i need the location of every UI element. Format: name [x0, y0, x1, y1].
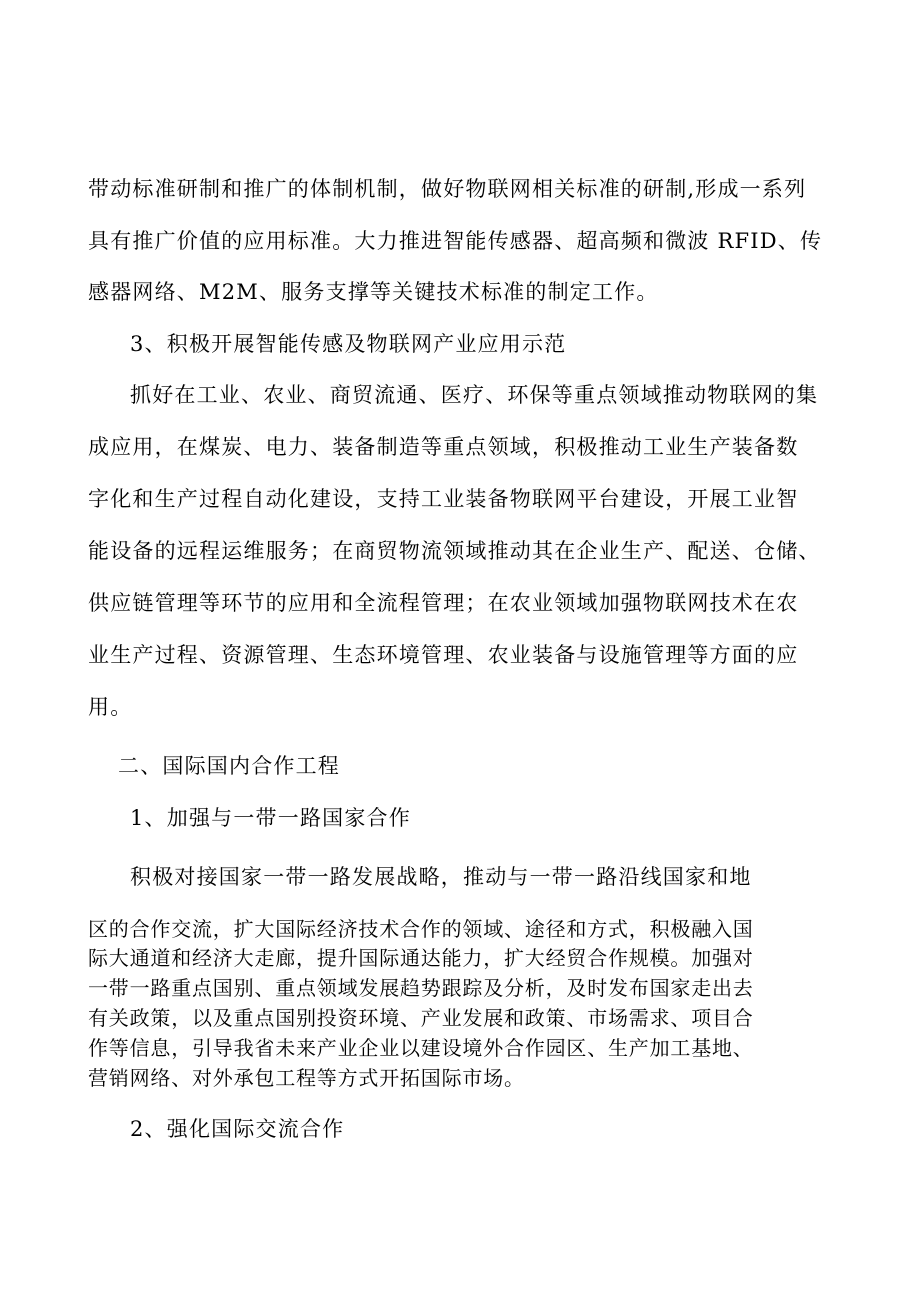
body-text-line: 能设备的远程运维服务；在商贸物流领域推动其在企业生产、配送、仓储、: [88, 539, 821, 563]
body-text-line: 积极对接国家一带一路发展战略，推动与一带一路沿线国家和地: [130, 865, 752, 889]
body-text-line: 供应链管理等环节的应用和全流程管理；在农业领域加强物联网技术在农: [88, 591, 799, 615]
body-text-line: 感器网络、M2M、服务支撑等关键技术标准的制定工作。: [88, 280, 659, 304]
body-text-line: 际大通道和经济大走廊，提升国际通达能力，扩大经贸合作规模。加强对: [88, 946, 754, 970]
body-text-line: 用。: [88, 695, 133, 719]
body-text-line: 成应用，在煤炭、电力、装备制造等重点领域，积极推动工业生产装备数: [88, 435, 799, 459]
section-heading: 二、国际国内合作工程: [118, 754, 340, 778]
body-text-line: 字化和生产过程自动化建设，支持工业装备物联网平台建设，开展工业智: [88, 487, 799, 511]
body-text-line: 有关政策，以及重点国别投资环境、产业发展和政策、市场需求、项目合: [88, 1006, 754, 1030]
body-text-line: 营销网络、对外承包工程等方式开拓国际市场。: [88, 1066, 525, 1090]
subsection-heading: 1、加强与一带一路国家合作: [130, 806, 411, 830]
subsection-heading: 2、强化国际交流合作: [130, 1117, 345, 1141]
body-text-line: 带动标准研制和推广的体制机制，做好物联网相关标准的研制,形成一系列: [88, 177, 807, 201]
body-text-line: 具有推广价值的应用标准。大力推进智能传感器、超高频和微波 RFID、传: [88, 229, 823, 253]
body-text-line: 业生产过程、资源管理、生态环境管理、农业装备与设施管理等方面的应: [88, 643, 799, 667]
body-text-line: 作等信息，引导我省未来产业企业以建设境外合作园区、生产加工基地、: [88, 1036, 754, 1060]
subsection-heading: 3、积极开展智能传感及物联网产业应用示范: [130, 332, 567, 356]
body-text-line: 区的合作交流，扩大国际经济技术合作的领域、途径和方式，积极融入国: [88, 917, 754, 941]
body-text-line: 抓好在工业、农业、商贸流通、医疗、环保等重点领域推动物联网的集: [130, 383, 819, 407]
body-text-line: 一带一路重点国别、重点领域发展趋势跟踪及分析，及时发布国家走出去: [88, 976, 754, 1000]
